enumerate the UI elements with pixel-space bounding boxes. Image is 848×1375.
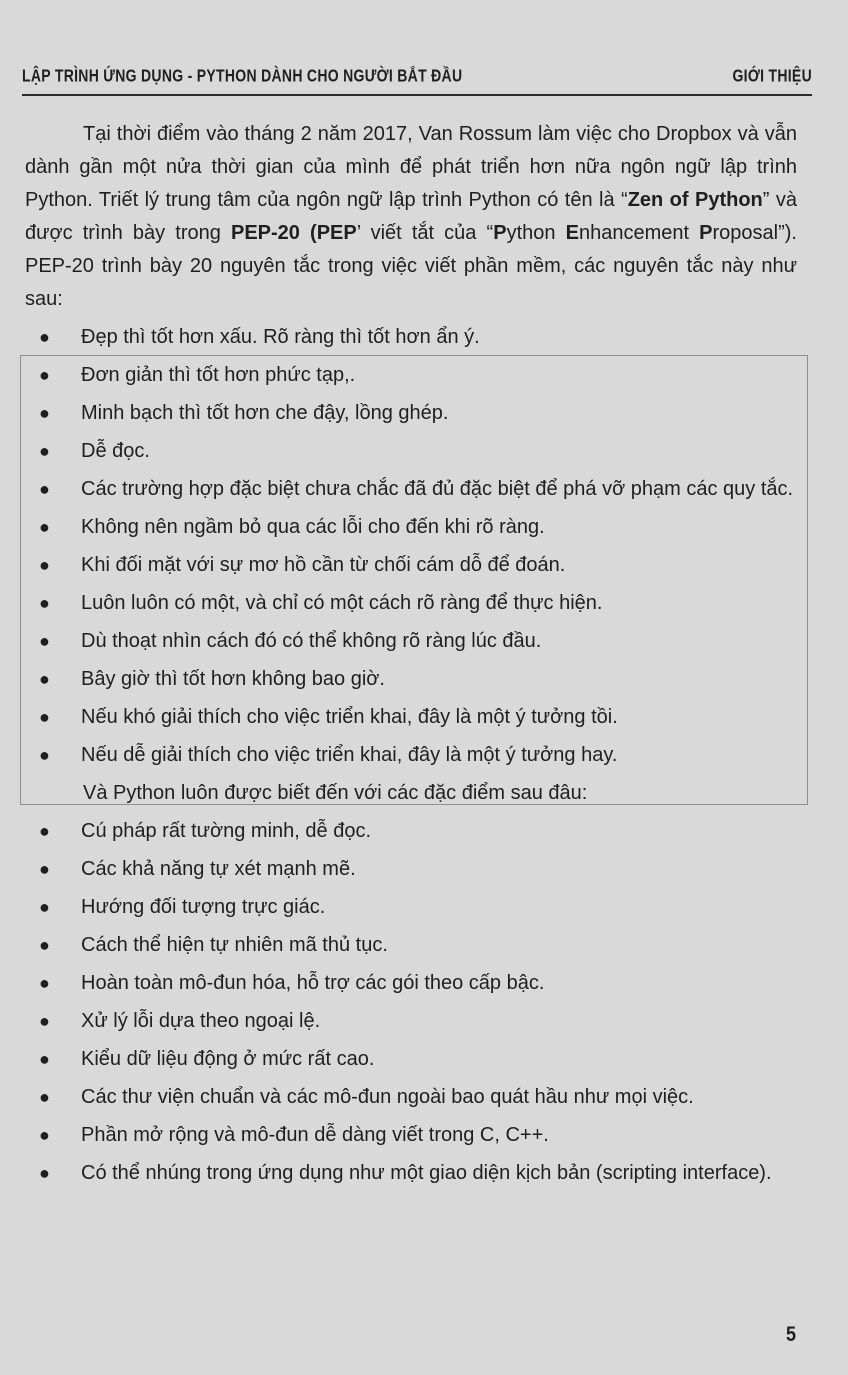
bullet-icon: ● <box>39 1049 50 1069</box>
feature-item <box>25 1043 797 1076</box>
principle-item <box>25 701 797 734</box>
principle-item <box>25 663 797 696</box>
feature-item-text: Xử lý lỗi dựa theo ngoại lệ. <box>81 1010 321 1032</box>
bullet-icon: ● <box>39 973 50 993</box>
intro-text: ’ viết tắt của “ <box>356 222 494 244</box>
bullet-icon: ● <box>39 517 50 537</box>
principles-list <box>25 321 797 772</box>
feature-item <box>25 815 797 848</box>
principle-item <box>25 321 797 354</box>
feature-item-text: Kiểu dữ liệu động ở mức rất cao. <box>81 1048 375 1070</box>
features-list <box>25 815 797 1190</box>
intro-text: ” và được trình bày trong <box>25 189 797 244</box>
bullet-icon: ● <box>39 555 50 575</box>
principle-item <box>25 625 797 658</box>
principle-item-text: Đẹp thì tốt hơn xấu. Rõ ràng thì tốt hơn ẩn ý. <box>81 326 480 348</box>
feature-item-text: Có thể nhúng trong ứng dụng như một giao diện kịch bản (scripting interface). <box>81 1162 772 1184</box>
zen-of-python: Zen of Python <box>627 189 763 211</box>
principle-item <box>25 549 797 582</box>
principle-item <box>25 587 797 620</box>
principle-item <box>25 739 797 772</box>
bullet-icon: ● <box>39 745 50 765</box>
principle-item-text: Nếu dễ giải thích cho việc triển khai, đây là một ý tưởng hay. <box>81 744 618 766</box>
feature-item <box>25 891 797 924</box>
bullet-icon: ● <box>39 631 50 651</box>
principle-item <box>25 473 797 506</box>
feature-item <box>25 1119 797 1152</box>
principle-item-text: Nếu khó giải thích cho việc triển khai, đây là một ý tưởng tồi. <box>81 706 618 728</box>
bullet-icon: ● <box>39 859 50 879</box>
bullet-icon: ● <box>39 897 50 917</box>
bullet-icon: ● <box>39 479 50 499</box>
feature-item <box>25 1005 797 1038</box>
principle-item <box>25 435 797 468</box>
intro-text: ython <box>506 222 566 244</box>
feature-item <box>25 967 797 1000</box>
feature-item <box>25 929 797 962</box>
page-header <box>22 60 812 96</box>
intro-text: Tại thời điểm vào tháng 2 năm 2017, Van Rossum làm việc cho Dropbox và vẫn dành gần một nửa thời gian của mình để phát triển hơn nữa ngôn ngữ lập trình Python. Triết lý trung tâm của ngôn ngữ lập trình Python có tên là “ <box>25 123 797 211</box>
intro-text: ( <box>299 222 317 244</box>
principle-item-text: Dễ đọc. <box>81 440 150 462</box>
acronym-letter: P <box>699 222 713 244</box>
principle-item <box>25 397 797 430</box>
principle-item <box>25 359 797 392</box>
bullet-icon: ● <box>39 1011 50 1031</box>
bullet-icon: ● <box>39 327 50 347</box>
features-intro: Và Python luôn được biết đến với các đặc điểm sau đâu: <box>83 782 588 804</box>
acronym-letter: P <box>493 222 507 244</box>
feature-item-text: Các thư viện chuẩn và các mô-đun ngoài bao quát hầu như mọi việc. <box>81 1086 694 1108</box>
running-title: LẬP TRÌNH ỨNG DỤNG - PYTHON DÀNH CHO NGƯỜI BẮT ĐẦU <box>22 65 463 85</box>
principle-item-text: Minh bạch thì tốt hơn che đậy, lồng ghép. <box>81 402 449 424</box>
pep-abbr: PEP <box>316 222 357 244</box>
acronym-letter: E <box>565 222 579 244</box>
bullet-icon: ● <box>39 1087 50 1107</box>
section-title: GIỚI THIỆU <box>732 65 812 85</box>
principle-item-text: Không nên ngầm bỏ qua các lỗi cho đến khi rõ ràng. <box>81 516 545 538</box>
principle-item-text: Bây giờ thì tốt hơn không bao giờ. <box>81 668 385 690</box>
bullet-icon: ● <box>39 707 50 727</box>
intro-text: roposal”). PEP-20 trình bày 20 nguyên tắc trong việc viết phần mềm, các nguyên tắc này như sau: <box>25 222 797 310</box>
feature-item-text: Cách thể hiện tự nhiên mã thủ tục. <box>81 934 388 956</box>
feature-item-text: Hoàn toàn mô-đun hóa, hỗ trợ các gói theo cấp bậc. <box>81 972 545 994</box>
principle-item <box>25 511 797 544</box>
bullet-icon: ● <box>39 365 50 385</box>
feature-item-text: Các khả năng tự xét mạnh mẽ. <box>81 858 356 880</box>
page-number: 5 <box>786 1321 797 1346</box>
intro-text: nhancement <box>578 222 700 244</box>
bullet-icon: ● <box>39 1163 50 1183</box>
feature-item-text: Phần mở rộng và mô-đun dễ dàng viết trong C, C++. <box>81 1124 549 1146</box>
feature-item <box>25 1157 797 1190</box>
bullet-icon: ● <box>39 821 50 841</box>
pep-20: PEP-20 <box>230 222 300 244</box>
bullet-icon: ● <box>39 935 50 955</box>
feature-item-text: Hướng đối tượng trực giác. <box>81 896 326 918</box>
principle-item-text: Dù thoạt nhìn cách đó có thể không rõ ràng lúc đầu. <box>81 630 542 652</box>
feature-item <box>25 1081 797 1114</box>
bullet-icon: ● <box>39 669 50 689</box>
bullet-icon: ● <box>39 403 50 423</box>
page-body <box>25 118 797 1195</box>
principle-item-text: Khi đối mặt với sự mơ hồ cần từ chối cám dỗ để đoán. <box>81 554 566 576</box>
feature-item-text: Cú pháp rất tường minh, dễ đọc. <box>81 820 371 842</box>
bullet-icon: ● <box>39 593 50 613</box>
principle-item-text: Các trường hợp đặc biệt chưa chắc đã đủ đặc biệt để phá vỡ phạm các quy tắc. <box>81 478 794 500</box>
intro-paragraph <box>25 118 797 316</box>
principle-item-text: Đơn giản thì tốt hơn phức tạp,. <box>81 364 356 386</box>
bullet-icon: ● <box>39 1125 50 1145</box>
bullet-icon: ● <box>39 441 50 461</box>
principle-item-text: Luôn luôn có một, và chỉ có một cách rõ ràng để thực hiện. <box>81 592 603 614</box>
feature-item <box>25 853 797 886</box>
